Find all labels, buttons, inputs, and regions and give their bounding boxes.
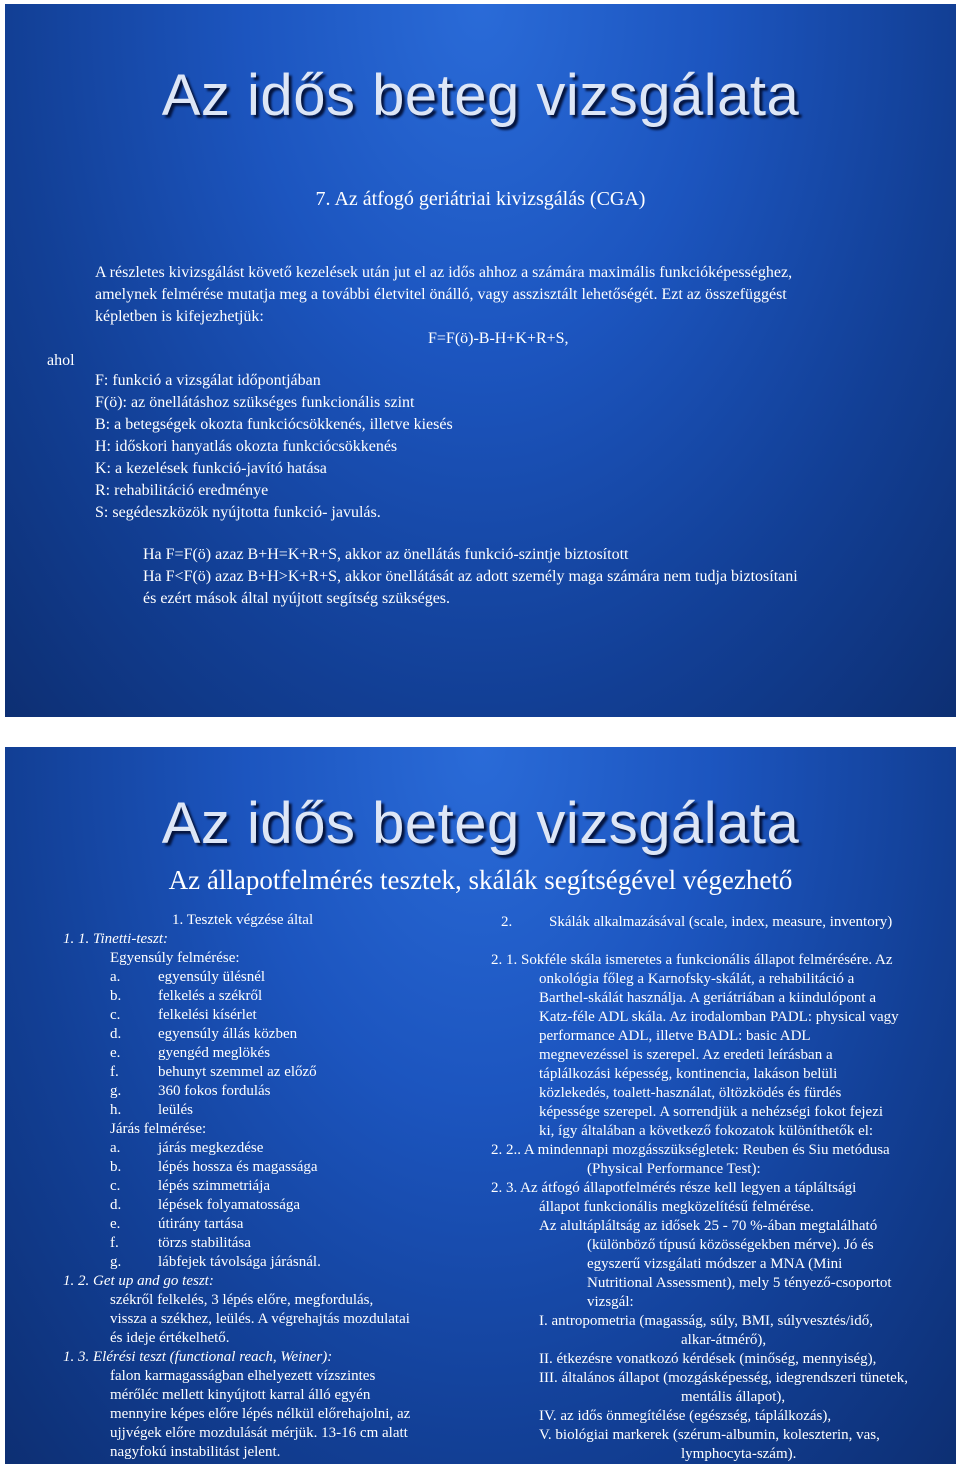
p21-line: ki, így általában a következő fokozatok különíthetők el:: [539, 1123, 874, 1139]
slide-2: [5, 747, 956, 1464]
p21-line: képessége szerepel. A sorrendjük a nehézségi fokot fejezi: [539, 1104, 884, 1120]
p22-line: 2. 2.. A mindennapi mozgásszükségletek: Reuben és Siu metódusa: [491, 1142, 890, 1158]
slide-2-subtitle: Az állapotfelmérés tesztek, skálák segítségével végezhető: [168, 865, 793, 895]
slide-1: [5, 4, 956, 717]
p21-line: onkológia főleg a Karnofsky-skálát, a rehabilitáció a: [539, 971, 855, 987]
list-item: d. lépések folyamatossága: [110, 1197, 301, 1213]
p21-line: táplálkozási képesség, kontinencia, lakáson belüli: [539, 1066, 838, 1082]
gait-title: Járás felmérése:: [110, 1121, 207, 1137]
formula: F=F(ö)-B-H+K+R+S,: [428, 330, 569, 347]
list-item: g. 360 fokos fordulás: [110, 1083, 271, 1099]
p21-line: 2. 1. Sokféle skála ismeretes a funkcionális állapot felmérésére. Az: [491, 952, 893, 968]
getup-line: székről felkelés, 3 lépés előre, megfordulás,: [110, 1292, 374, 1308]
p23b-line: egyszerű vizsgálati módszer a MNA (Mini: [587, 1256, 843, 1272]
mna-item: III. általános állapot (mozgásképesség, idegrendszeri tünetek,: [539, 1370, 909, 1386]
reach-line: ujjvégek előre mozdulását mérjük. 13-16 cm alatt: [110, 1425, 408, 1441]
right-heading-number: 2.: [501, 914, 513, 930]
list-item: b. lépés hossza és magassága: [110, 1159, 318, 1175]
intro-line-1: A részletes kivizsgálást követő kezelések után jut el az idős ahhoz a számára maximális funkcióképességhez,: [95, 264, 793, 281]
p21-line: megnevezéssel is szerepel. Az eredeti leírásban a: [539, 1047, 833, 1063]
list-item: d. egyensúly állás közben: [110, 1026, 298, 1042]
left-heading-number: 1.: [172, 912, 184, 928]
reach-line: mérőléc mellett kinyújtott karral álló egyén: [110, 1387, 371, 1403]
ahol-label: ahol: [47, 352, 75, 369]
definition-item: S: segédeszközök nyújtotta funkció- javulás.: [95, 504, 381, 521]
reach-line: mennyire képes előre lépés nélkül előrehajolni, az: [110, 1406, 411, 1422]
p23b-line: Az alultápláltság az idősek 25 - 70 %-ában megtalálható: [539, 1218, 878, 1234]
list-item: a. járás megkezdése: [110, 1140, 264, 1156]
mna-item: IV. az idős önmegítélése (egészség, táplálkozás),: [539, 1408, 832, 1424]
conclusion-line-1: Ha F=F(ö) azaz B+H=K+R+S, akkor az önellátás funkció-szintje biztosított: [143, 546, 629, 563]
reach-line: falon karmagasságban elhelyezett vízszintes: [110, 1368, 376, 1384]
definition-item: R: rehabilitáció eredménye: [95, 482, 269, 499]
definition-item: H: időskori hanyatlás okozta funkciócsökkenés: [95, 438, 398, 455]
p21-line: közlekedés, toalett-használat, öltözködés és fürdés: [539, 1085, 842, 1101]
p22-line: (Physical Performance Test):: [587, 1161, 761, 1177]
definition-item: B: a betegségek okozta funkciócsökkenés, illetve kiesés: [95, 416, 453, 433]
list-item: a. egyensúly ülésnél: [110, 969, 266, 985]
intro-line-2: amelynek felmérése mutatja meg a további életvitel önálló, vagy asszisztált lehetőségét. Ezt az összefüggést: [95, 286, 787, 303]
p23b-line: Nutritional Assessment), mely 5 tényező-csoportot: [587, 1275, 892, 1291]
p23-line: 2. 3. Az átfogó állapotfelmérés része kell legyen a tápláltsági: [491, 1180, 857, 1196]
getup-line: vissza a székhez, leülés. A végrehajtás mozdulatai: [110, 1311, 410, 1327]
mna-item: I. antropometria (magasság, súly, BMI, súlyvesztés/idő,: [539, 1313, 873, 1329]
left-heading-text: Tesztek végzése által: [186, 912, 314, 928]
mna-item-cont: lymphocyta-szám).: [681, 1446, 797, 1462]
list-item: f. behunyt szemmel az előző: [110, 1064, 317, 1080]
conclusion-line-3: és ezért mások által nyújtott segítség szükséges.: [143, 590, 451, 607]
list-item: c. lépés szimmetriája: [110, 1178, 271, 1194]
list-item: h. leülés: [110, 1102, 193, 1118]
getup-line: és ideje értékelhető.: [110, 1330, 230, 1346]
list-item: c. felkelési kísérlet: [110, 1007, 257, 1023]
p23-line: állapot funkcionális megközelítésű felmérése.: [539, 1199, 814, 1215]
p21-line: performance ADL, illetve BADL: basic ADL: [539, 1028, 811, 1044]
reach-line: nagyfokú instabilitást jelent.: [110, 1444, 281, 1460]
balance-title: Egyensúly felmérése:: [110, 950, 240, 966]
list-item: b. felkelés a székről: [110, 988, 263, 1004]
left-heading: [172, 911, 313, 930]
definition-item: K: a kezelések funkció-javító hatása: [95, 460, 327, 477]
p21-line: Barthel-skálát használja. A geriátriában a kiindulópont a: [539, 990, 876, 1006]
list-item: e. útirány tartása: [110, 1216, 244, 1232]
definition-item: F: funkció a vizsgálat időpontjában: [95, 372, 321, 389]
slide-1-title: Az idős beteg vizsgálata: [161, 63, 800, 128]
getup-title: 1. 2. Get up and go teszt:: [63, 1273, 214, 1289]
mna-item-cont: mentális állapot),: [681, 1389, 786, 1405]
reach-title: 1. 3. Elérési teszt (functional reach, Weiner):: [63, 1349, 333, 1365]
mna-item: II. étkezésre vonatkozó kérdések (minőség, mennyiség),: [539, 1351, 877, 1367]
intro-line-3: képletben is kifejezhetjük:: [95, 308, 264, 325]
list-item: e. gyengéd meglökés: [110, 1045, 271, 1061]
right-heading: Skálák alkalmazásával (scale, index, measure, inventory): [549, 914, 893, 930]
list-item: f. törzs stabilitása: [110, 1235, 251, 1251]
definition-item: F(ö): az önellátáshoz szükséges funkcionális szint: [95, 394, 415, 411]
mna-item: V. biológiai markerek (szérum-albumin, koleszterin, vas,: [539, 1427, 880, 1443]
mna-item-cont: alkar-átmérő),: [681, 1332, 767, 1348]
p23b-line: (különböző típusú közösségekben mérve). Jó és: [587, 1237, 874, 1253]
slide-2-title: Az idős beteg vizsgálata: [161, 791, 800, 856]
slide-1-subtitle: 7. Az átfogó geriátriai kivizsgálás (CGA): [315, 188, 646, 210]
list-item: g. lábfejek távolsága járásnál.: [110, 1254, 321, 1270]
tinetti-title: 1. 1. Tinetti-teszt:: [63, 931, 168, 947]
p23b-line: vizsgál:: [587, 1294, 634, 1310]
conclusion-line-2: Ha F<F(ö) azaz B+H>K+R+S, akkor önellátását az adott személy maga számára nem tudja biztosítani: [143, 568, 798, 585]
p21-line: Katz-féle ADL skála. Az irodalomban PADL: physical vagy: [539, 1009, 899, 1025]
